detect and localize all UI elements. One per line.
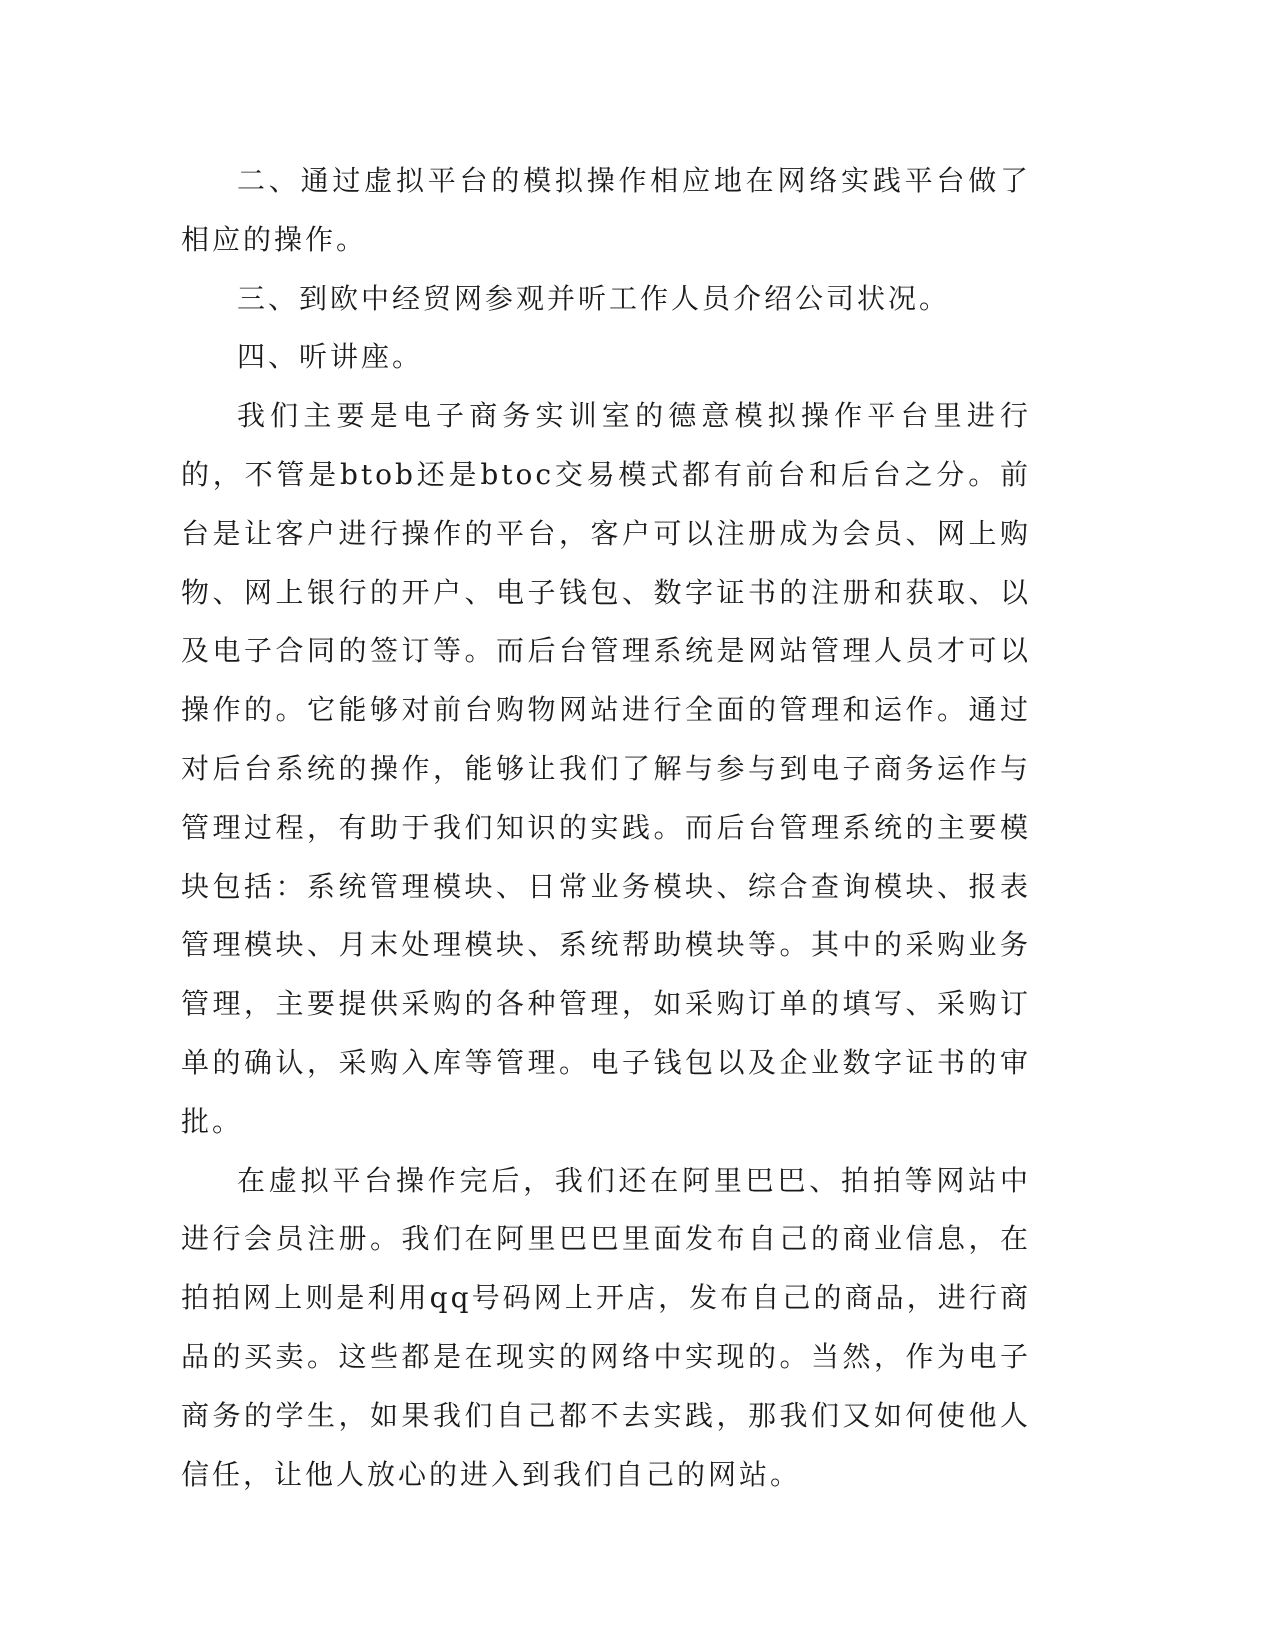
document-body xyxy=(181,152,1031,1504)
paragraph-3: 三、到欧中经贸网参观并听工作人员介绍公司状况。 xyxy=(237,281,951,315)
paragraph-website-practice: 在虚拟平台操作完后，我们还在阿里巴巴、拍拍等网站中进行会员注册。我们在阿里巴巴里面发布自己的商业信息，在拍拍网上则是利用qq号码网上开店，发布自己的商品，进行商品的买卖。这些都是在现实的网络中实现的。当然，作为电子商务的学生，如果我们自己都不去实践，那我们又如何使他人信任，让他人放心的进入到我们自己的网站。 xyxy=(181,1163,1031,1491)
paragraph-2: 二、通过虚拟平台的模拟操作相应地在网络实践平台做了相应的操作。 xyxy=(181,164,1031,256)
paragraph-platform-description: 我们主要是电子商务实训室的德意模拟操作平台里进行的，不管是btob还是btoc交易模式都有前台和后台之分。前台是让客户进行操作的平台，客户可以注册成为会员、网上购物、网上银行的开户、电子钱包、数字证书的注册和获取、以及电子合同的签订等。而后台管理系统是网站管理人员才可以操作的。它能够对前台购物网站进行全面的管理和运作。通过对后台系统的操作，能够让我们了解与参与到电子商务运作与管理过程，有助于我们知识的实践。而后台管理系统的主要模块包括：系统管理模块、日常业务模块、综合查询模块、报表管理模块、月末处理模块、系统帮助模块等。其中的采购业务管理，主要提供采购的各种管理，如采购订单的填写、采购订单的确认，采购入库等管理。电子钱包以及企业数字证书的审批。 xyxy=(181,399,1031,1138)
paragraph-4: 四、听讲座。 xyxy=(237,340,424,374)
